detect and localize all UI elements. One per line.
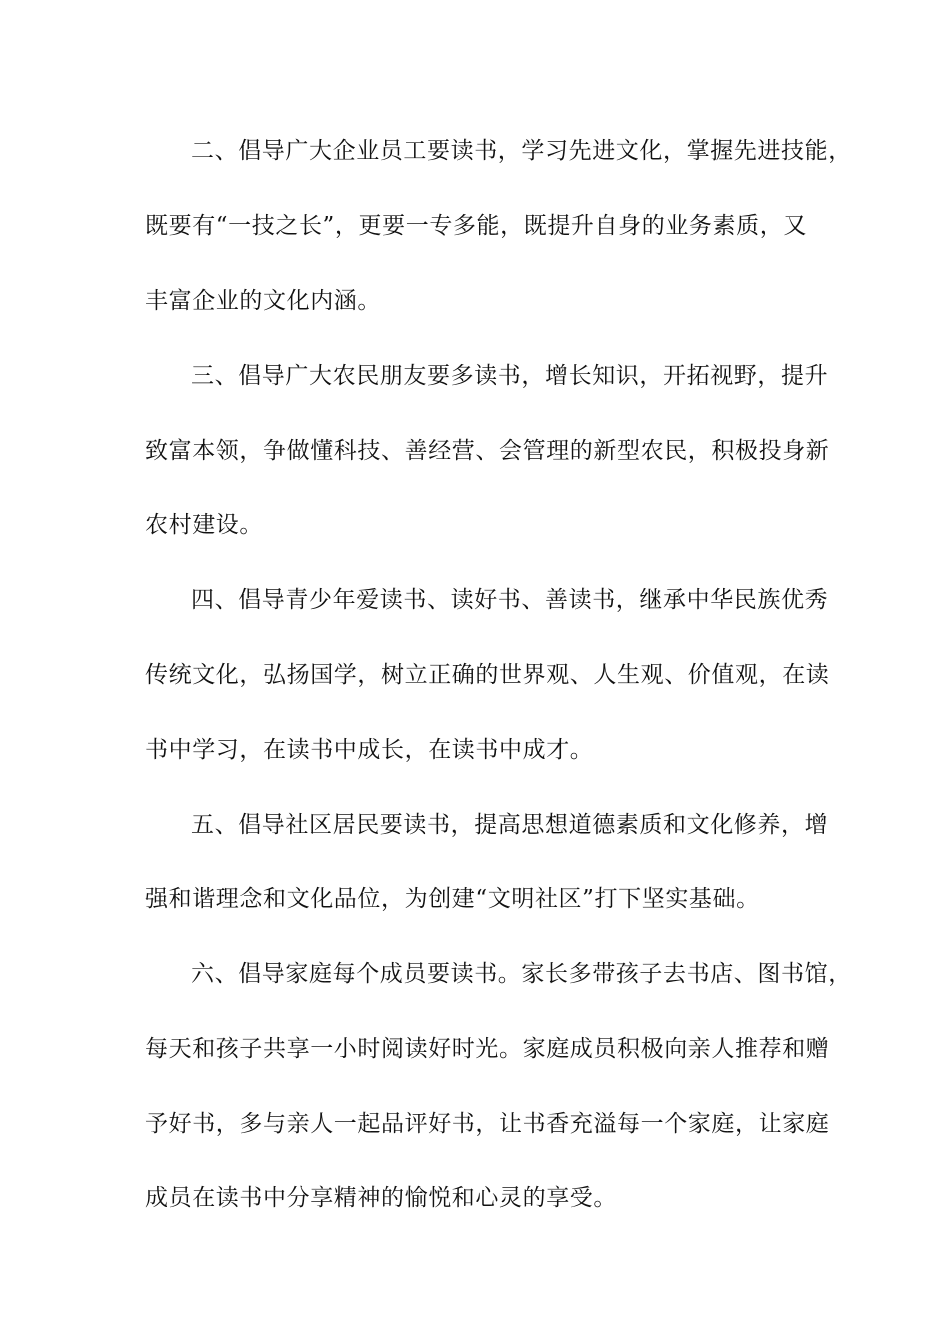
paragraph-5-line-1: 五、倡导社区居民要读书，提高思想道德素质和文化修养，增 (191, 812, 829, 838)
paragraph-6-line-2: 每天和孩子共享一小时阅读好时光。家庭成员积极向亲人推荐和赠 (145, 1036, 830, 1062)
paragraph-6-line-1: 六、倡导家庭每个成员要读书。家长多带孩子去书店、图书馆， (191, 961, 852, 987)
paragraph-3-line-1: 三、倡导广大农民朋友要多读书，增长知识，开拓视野，提升 (191, 363, 829, 389)
paragraph-4-line-3: 书中学习，在读书中成长，在读书中成才。 (145, 737, 594, 763)
paragraph-4-line-1: 四、倡导青少年爱读书、读好书、善读书，继承中华民族优秀 (191, 587, 829, 613)
paragraph-5-line-2: 强和谐理念和文化品位，为创建“文明社区”打下坚实基础。 (145, 886, 760, 912)
paragraph-2-line-2: 既要有“一技之长”，更要一专多能，既提升自身的业务素质，又 (145, 213, 807, 239)
paragraph-3-line-3: 农村建设。 (145, 512, 263, 538)
paragraph-2-line-1: 二、倡导广大企业员工要读书，学习先进文化，掌握先进技能， (191, 138, 852, 164)
paragraph-6-line-4: 成员在读书中分享精神的愉悦和心灵的享受。 (145, 1185, 617, 1211)
paragraph-2-line-3: 丰富企业的文化内涵。 (145, 288, 381, 314)
paragraph-4-line-2: 传统文化，弘扬国学，树立正确的世界观、人生观、价值观，在读 (145, 662, 830, 688)
paragraph-3-line-2: 致富本领，争做懂科技、善经营、会管理的新型农民，积极投身新 (145, 438, 830, 464)
paragraph-6-line-3: 予好书，多与亲人一起品评好书，让书香充溢每一个家庭，让家庭 (145, 1111, 830, 1137)
